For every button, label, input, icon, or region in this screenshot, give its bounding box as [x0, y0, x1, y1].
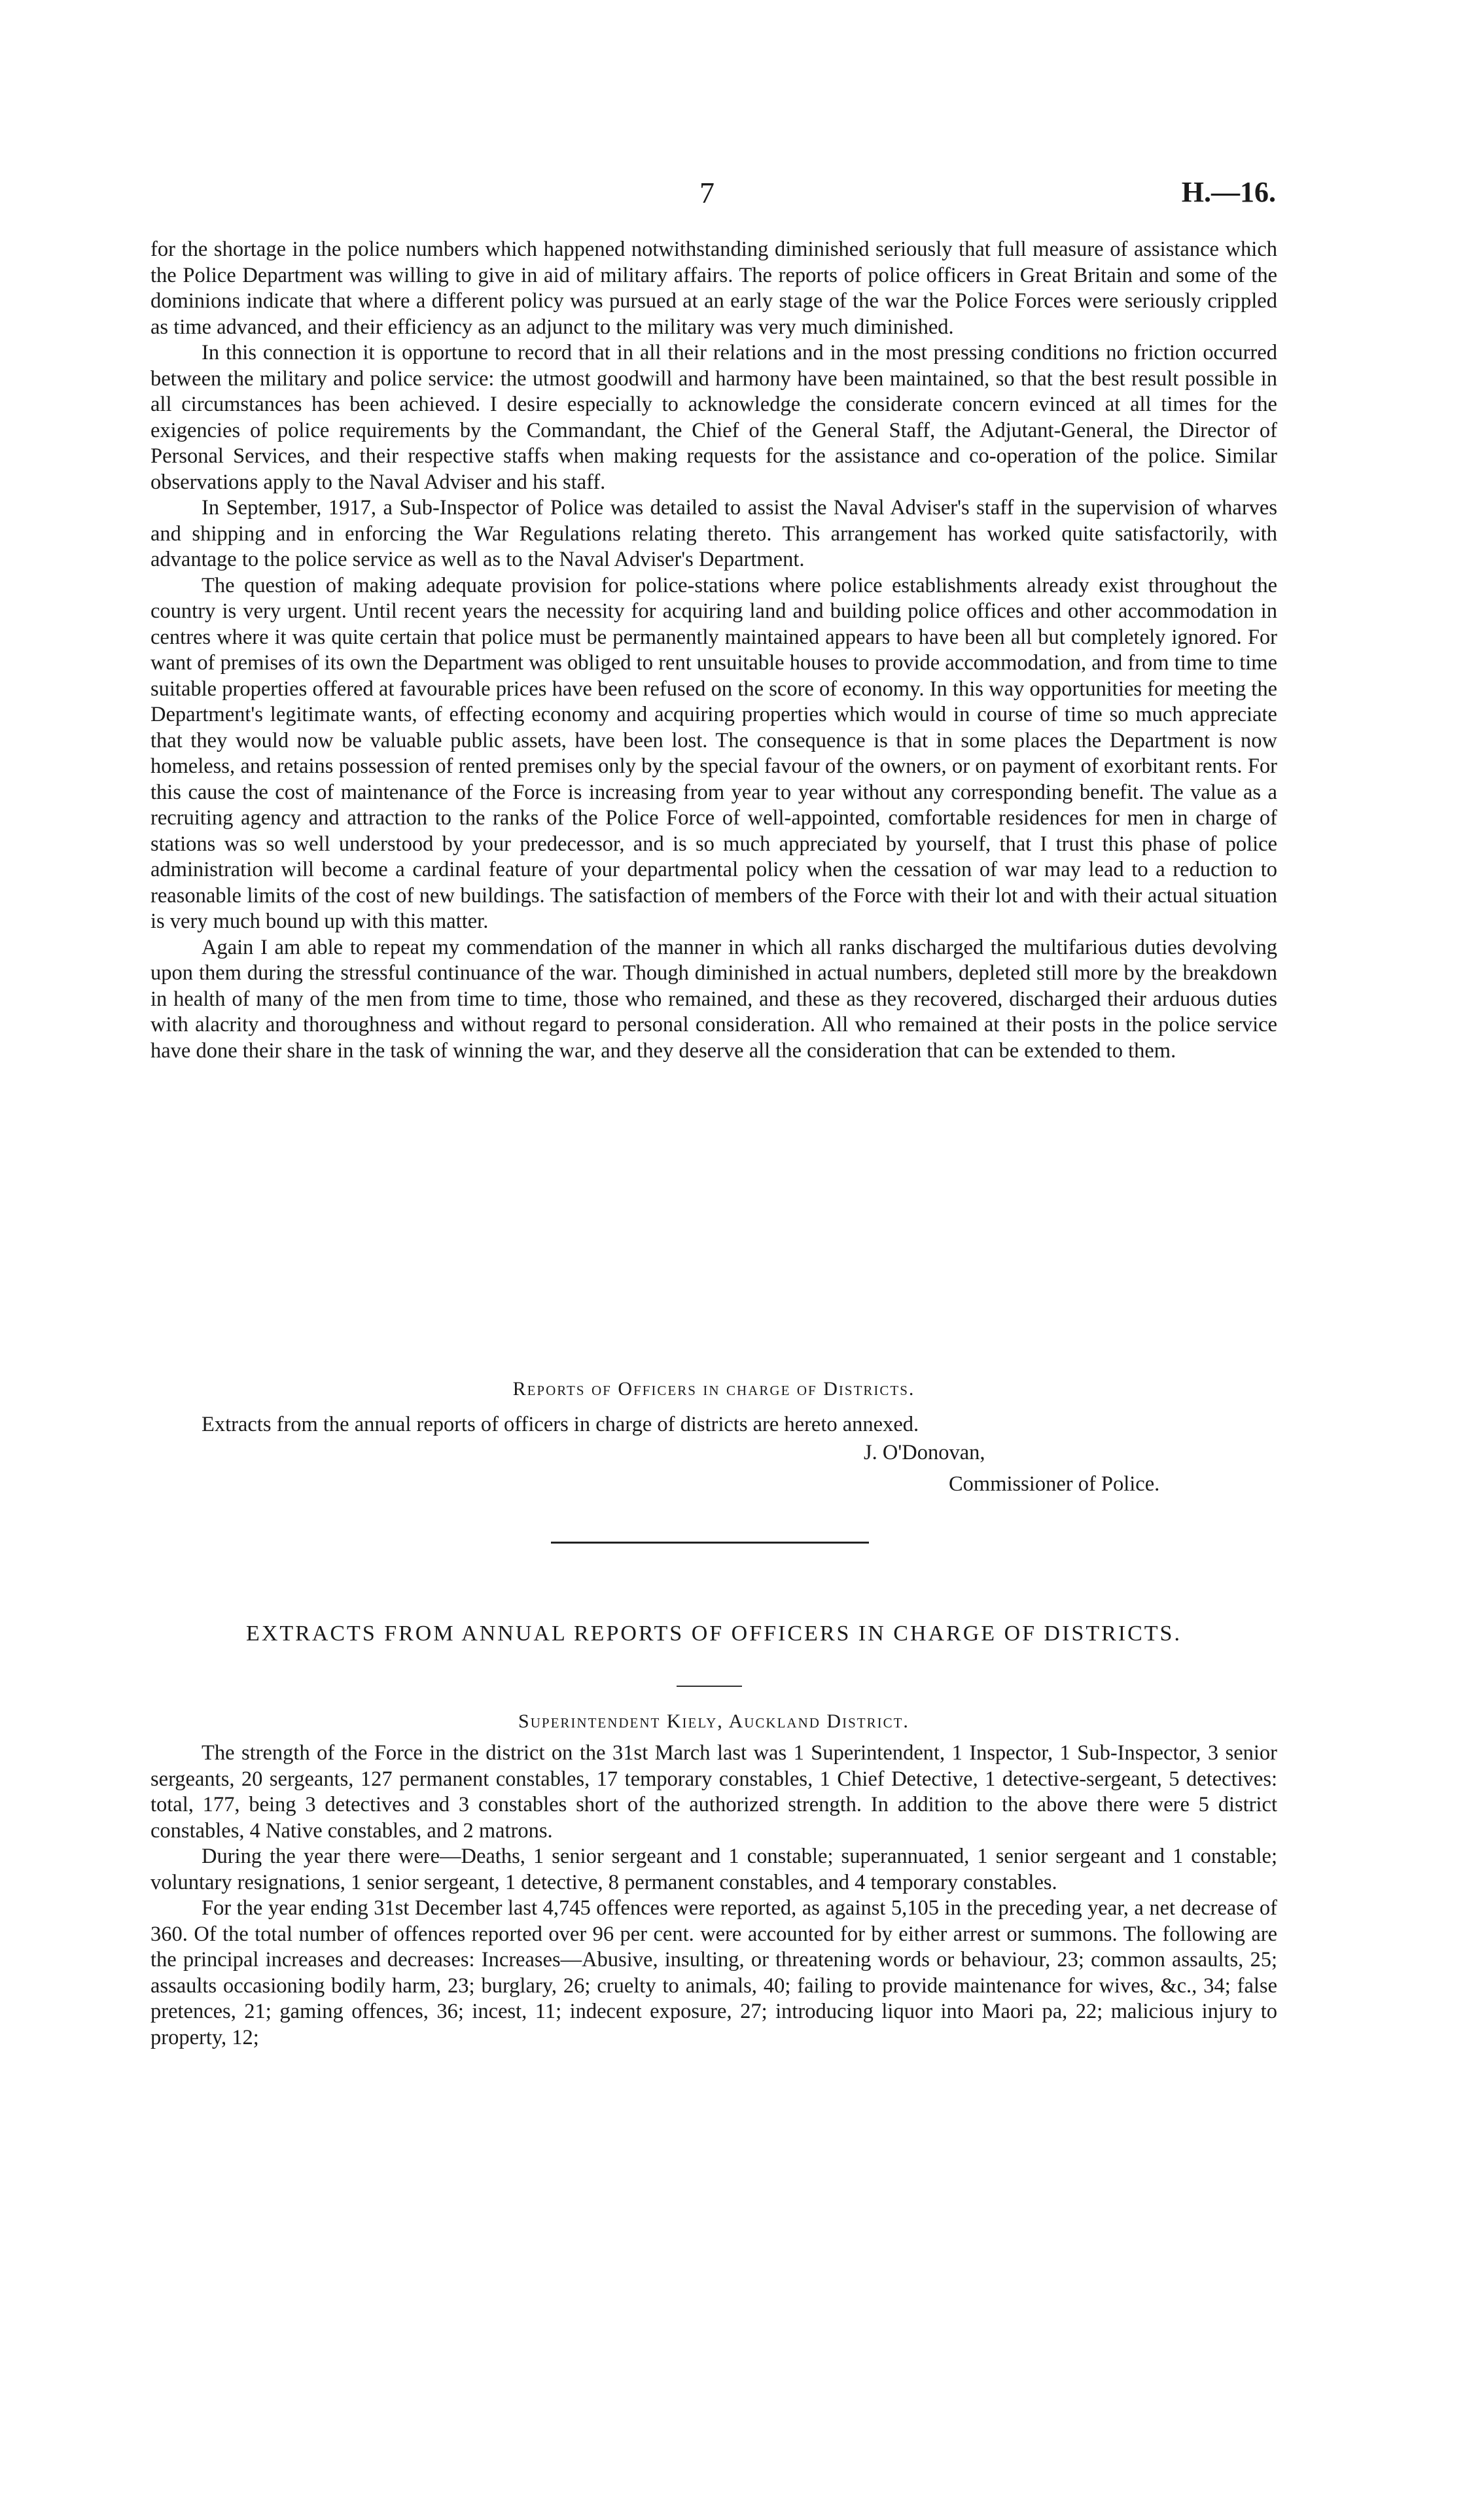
- district-section: [150, 1710, 1277, 1733]
- extracts-note: Extracts from the annual reports of officers in charge of districts are hereto annexed.: [202, 1413, 919, 1436]
- paragraph: Again I am able to repeat my commendation of the manner in which all ranks discharged the multifarious duties devolving upon them during the stressful continuance of the war. Though diminished in actual numbers, depleted still more by the breakdown in health of many of the men from time to time, those who remained, and these as they recovered, discharged their arduous duties with alacrity and thoroughness and without regard to personal consideration. All who remained at their posts in the police service have done their share in the task of winning the war, and they deserve all the consideration that can be extended to them.: [150, 935, 1277, 1063]
- paragraph: For the year ending 31st December last 4,745 offences were reported, as against 5,105 in the preceding year, a net decrease of 360. Of the total number of offences reported over 96 per cent. were accounted for by either arrest or summons. The following are the principal increases and decreases: Increases—Abusive, insulting, or threatening words or behaviour, 23; common assaults, 25; assaults occasioning bodily harm, 23; burglary, 26; cruelty to animals, 40; failing to provide maintenance for wives, &c., 34; false pretences, 21; gaming offences, 36; incest, 11; indecent exposure, 27; introducing liquor into Maori pa, 22; malicious injury to property, 12;: [150, 1896, 1277, 2049]
- district-report-body: [150, 1741, 1277, 2051]
- document-reference: H.—16.: [1181, 176, 1276, 208]
- paragraph: The strength of the Force in the district on the 31st March last was 1 Superintendent, 1 Inspector, 1 Sub-Inspector, 3 senior sergeants, 20 sergeants, 127 permanent constables, 17 temporary constables, 1 Chief Detective, 1 detective-sergeant, 5 detectives: total, 177, being 3 detectives and 3 constables short of the authorized strength. In addition to the above there were 5 district constables, 4 Native constables, and 2 matrons.: [150, 1741, 1277, 1843]
- paragraph: In September, 1917, a Sub-Inspector of Police was detailed to assist the Naval Adviser's staff in the supervision of wharves and shipping and in enforcing the War Regulations relating thereto. This arrangement has worked quite satisfactorily, with advantage to the police service as well as to the Naval Adviser's Department.: [150, 496, 1277, 571]
- paragraph: The question of making adequate provision for police-stations where police establishments already exist throughout the country is very urgent. Until recent years the necessity for acquiring land and building police offices and other accommodation in centres where it was quite certain that police must be permanently maintained appears to have been all but completely ignored. For want of premises of its own the Department was obliged to rent unsuitable houses to provide accommodation, and from time to time suitable properties offered at favourable prices have been refused on the score of economy. In this way opportunities for meeting the Department's legitimate wants, of effecting economy and acquiring properties which would in course of time so much appreciate that they would now be valuable public assets, have been lost. The consequence is that in some places the Department is now homeless, and retains possession of rented premises only by the special favour of the owners, or on payment of exorbitant rents. For this cause the cost of maintenance of the Force is increasing from year to year without any corresponding benefit. The value as a recruiting agency and attraction to the ranks of the Police Force of well-appointed, comfortable residences for men in charge of stations was so well understood by your predecessor, and is so much appreciated by yourself, that I trust this phase of police administration will become a cardinal feature of your departmental policy when the cessation of war may lead to a reduction to reasonable limits of the cost of new buildings. The satisfaction of members of the Force with their lot and with their actual situation is very much bound up with this matter.: [150, 573, 1277, 933]
- reports-heading: Reports of Officers in charge of Districts.: [512, 1378, 915, 1400]
- district-heading: Superintendent Kiely, Auckland District.: [518, 1710, 910, 1732]
- extracts-main-heading: EXTRACTS FROM ANNUAL REPORTS OF OFFICERS IN CHARGE OF DISTRICTS.: [246, 1621, 1182, 1646]
- signature-name: J. O'Donovan,: [864, 1441, 985, 1464]
- signature-title: Commissioner of Police.: [949, 1472, 1160, 1496]
- paragraph: During the year there were—Deaths, 1 senior sergeant and 1 constable; superannuated, 1 senior sergeant and 1 constable; voluntary resignations, 1 senior sergeant, 1 detective, 8 permanent constables, and 4 temporary constables.: [150, 1845, 1277, 1894]
- heading-underline: [677, 1686, 742, 1687]
- commissioner-report-body: [150, 237, 1277, 1064]
- paragraph: for the shortage in the police numbers which happened notwithstanding diminished seriously that full measure of assistance which the Police Department was willing to give in aid of military affairs. The reports of police officers in Great Britain and some of the dominions indicate that where a different policy was pursued at an early stage of the war the Police Forces were seriously crippled as time advanced, and their efficiency as an adjunct to the military was very much diminished.: [150, 238, 1277, 339]
- extracts-note-block: [150, 1412, 1277, 1438]
- paragraph: In this connection it is opportune to record that in all their relations and in the most pressing conditions no friction occurred between the military and police service: the utmost goodwill and harmony have been maintained, so that the best result possible in all circumstances has been achieved. I desire especially to acknowledge the considerate concern evinced at all times for the exigencies of police requirements by the Commandant, the Chief of the General Staff, the Adjutant-General, the Director of Personal Services, and their respective staffs when making requests for the assistance and co-operation of the police. Similar observations apply to the Naval Adviser and his staff.: [150, 341, 1277, 494]
- section-divider: [551, 1542, 869, 1544]
- page-number: 7: [699, 176, 715, 209]
- reports-section: [150, 1378, 1277, 1400]
